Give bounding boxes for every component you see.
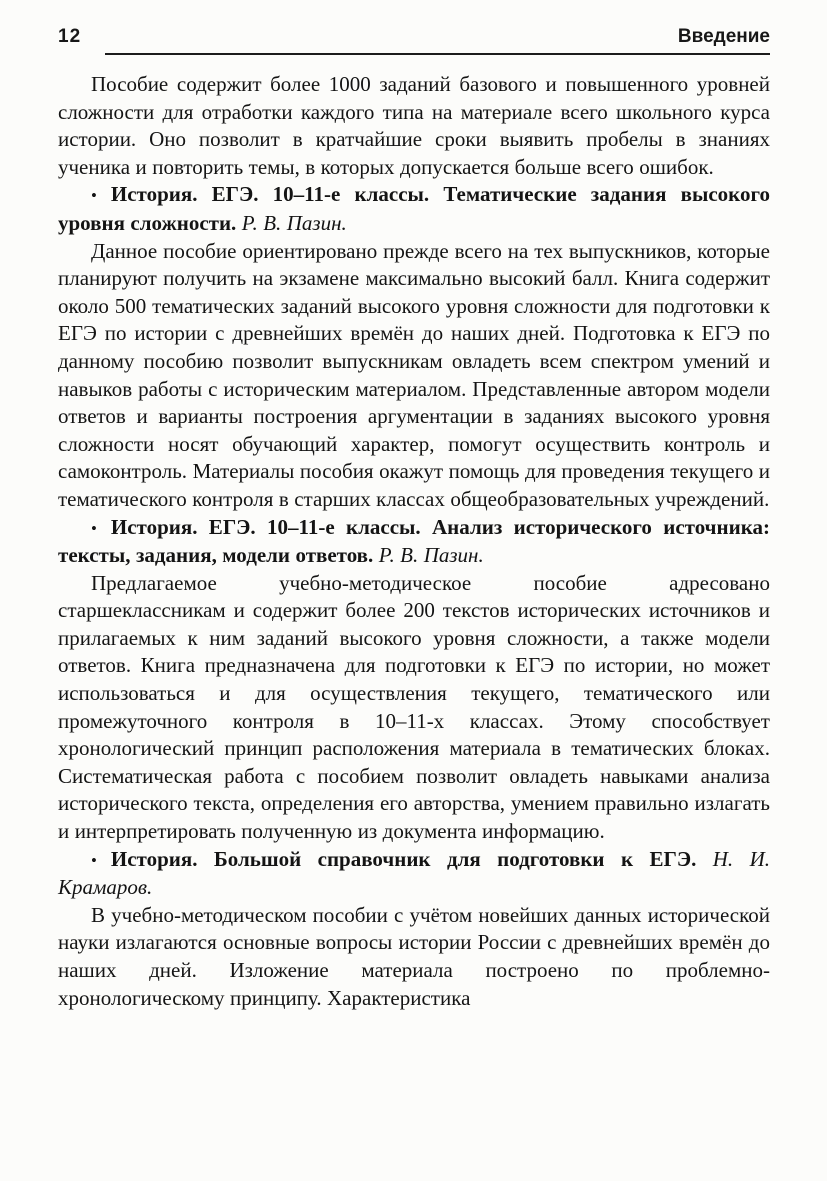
- bullet-icon: •: [91, 850, 97, 870]
- page-header: [58, 26, 770, 50]
- paragraph: Предлагаемое учебно-методическое пособие адресовано старшеклассникам и содержит более 200 текстов исторических источников и прилагаемых к ним заданий высокого уровня сложности, а также модели ответов. Книга предназначена для подготовки к ЕГЭ по истории, но может использоваться и для осуществления текущего, тематического или промежуточного контроля в 10–11-х классах. Этому способствует хронологический принцип расположения материала в тематических блоках. Систематическая работа с пособием позволит овладеть навыками анализа исторического текста, определения его авторства, умением правильно излагать и интерпретировать полученную из документа информацию.: [58, 570, 770, 844]
- book-list-item: [58, 181, 770, 237]
- bullet-icon: •: [91, 186, 97, 206]
- page-body: [58, 71, 770, 1012]
- paragraph: Данное пособие ориентировано прежде всего на тех выпускников, которые планируют получить на экзамене максимально высокий балл. Книга содержит около 500 тематических заданий высокого уровня сложности для подготовки к ЕГЭ по истории с древнейших времён до наших дней. Подготовка к ЕГЭ по данному пособию позволит выпускникам овладеть всем спектром умений и навыков работы с историческим материалом. Представленные автором модели ответов и варианты построения аргументации в заданиях высокого уровня сложности носят обучающий характер, помогут осуществить контроль и самоконтроль. Материалы пособия окажут помощь для проведения текущего и тематического контроля в старших классах общеобразовательных учреждений.: [58, 238, 770, 511]
- book-title: История. ЕГЭ. 10–11-е классы. Тематические задания высокого уровня сложности.: [58, 182, 770, 235]
- book-author: Р. В. Пазин.: [378, 543, 484, 568]
- book-title: История. Большой справочник для подготовки к ЕГЭ.: [110, 846, 697, 871]
- running-head: Введение: [677, 26, 770, 47]
- bullet-icon: •: [91, 518, 97, 538]
- page-number: 12: [58, 26, 82, 47]
- paragraph: Пособие содержит более 1000 заданий базового и повышенного уровней сложности для отработки каждого типа на материале всего школьного курса истории. Оно позволит в кратчайшие сроки выявить пробелы в знаниях ученика и повторить темы, в которых допускается больше всего ошибок.: [58, 72, 770, 179]
- book-list-item: [58, 846, 770, 902]
- header-rule: [105, 53, 770, 55]
- book-list-item: [58, 514, 770, 570]
- paragraph: В учебно-методическом пособии с учётом новейших данных исторической науки излагаются основные вопросы истории России с древнейших времён до наших дней. Изложение материала построено по проблемно-хронологическому принципу. Характеристика: [58, 902, 770, 1010]
- book-title: История. ЕГЭ. 10–11-е классы. Анализ исторического источника: тексты, задания, модели ответов.: [58, 514, 770, 568]
- book-author: Р. В. Пазин.: [241, 210, 347, 235]
- book-author: Н. И. Крамаров.: [58, 846, 771, 900]
